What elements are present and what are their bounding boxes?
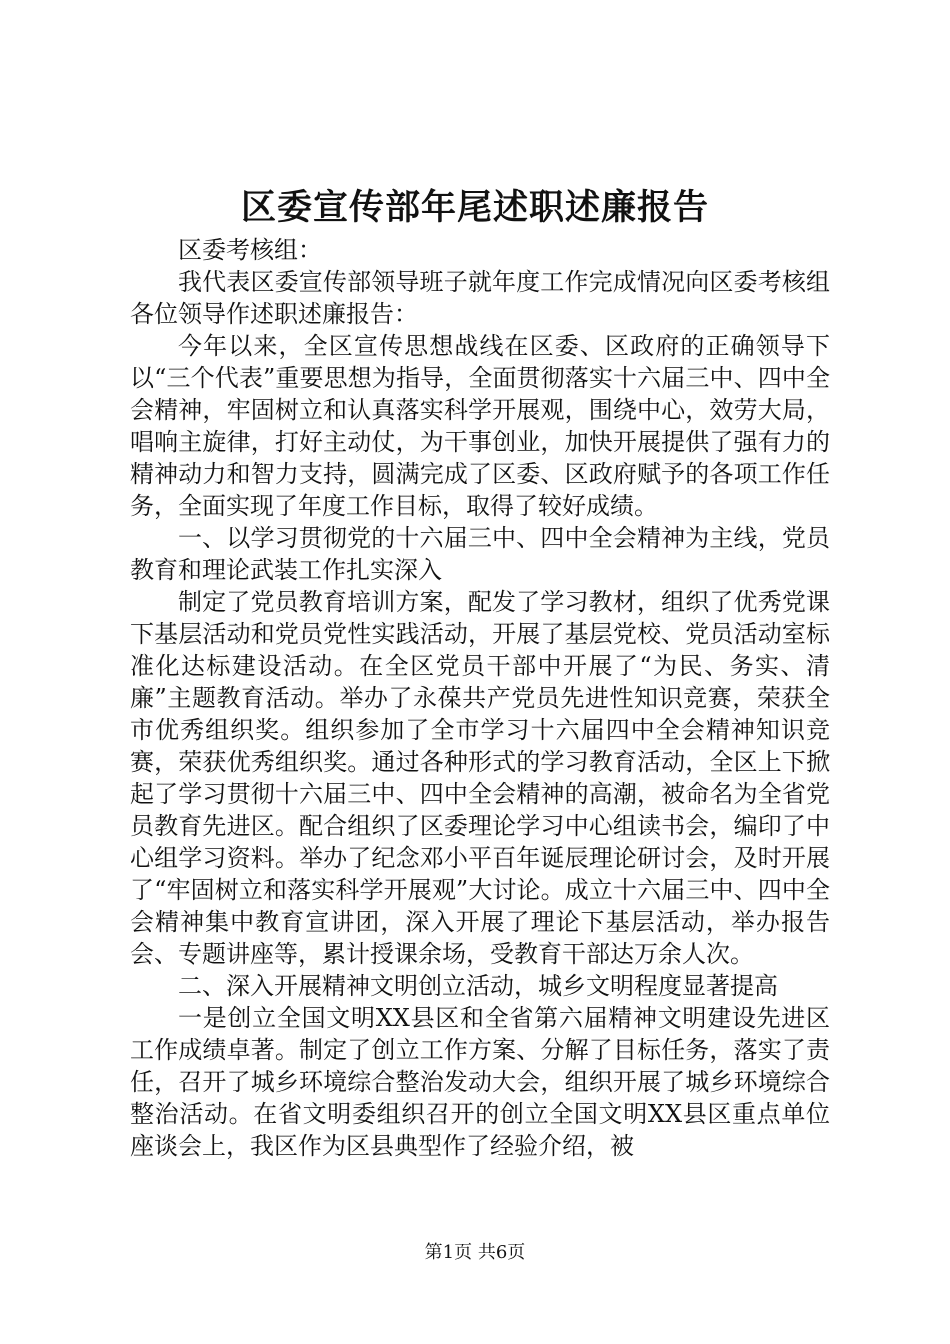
paragraph-overview: 今年以来，全区宣传思想战线在区委、区政府的正确领导下以“三个代表”重要思想为指导，全面贯彻落实十六届三中、四中全会精神，牢固树立和认真落实科学开展观，围绕中心，效劳大局，唱响主旋律，打好主动仗，为干事创业，加快开展提供了强有力的精神动力和智力支持，圆满完成了区委、区政府赋予的各项工作任务，全面实现了年度工作目标，取得了较好成绩。 xyxy=(130,332,830,520)
paragraph-section-2: 一是创立全国文明XX县区和全省第六届精神文明建设先进区工作成绩卓著。制定了创立工作方案、分解了目标任务，落实了责任，召开了城乡环境综合整治发动大会，组织开展了城乡环境综合整治活动。在省文明委组织召开的创立全国文明XX县区重点单位座谈会上，我区作为区县典型作了经验介绍，被 xyxy=(130,1004,830,1160)
paragraph-section-1: 制定了党员教育培训方案，配发了学习教材，组织了优秀党课下基层活动和党员党性实践活动，开展了基层党校、党员活动室标准化达标建设活动。在全区党员干部中开展了“为民、务实、清廉”主题教育活动。举办了永葆共产党员先进性知识竞赛，荣获全市优秀组织奖。组织参加了全市学习十六届四中全会精神知识竞赛，荣获优秀组织奖。通过各种形式的学习教育活动，全区上下掀起了学习贯彻十六届三中、四中全会精神的高潮，被命名为全省党员教育先进区。配合组织了区委理论学习中心组读书会，编印了中心组学习资料。举办了纪念邓小平百年诞辰理论研讨会，及时开展了“牢固树立和落实科学开展观”大讨论。成立十六届三中、四中全会精神集中教育宣讲团，深入开展了理论下基层活动，举办报告会、专题讲座等，累计授课余场，受教育干部达万余人次。 xyxy=(130,588,830,968)
paragraph-intro: 我代表区委宣传部领导班子就年度工作完成情况向区委考核组各位领导作述职述廉报告： xyxy=(130,268,830,328)
section-heading-1: 一、以学习贯彻党的十六届三中、四中全会精神为主线，党员教育和理论武装工作扎实深入 xyxy=(130,524,830,584)
document-body xyxy=(130,234,830,1162)
paragraph-salutation: 区委考核组： xyxy=(178,236,322,264)
document-title: 区委宣传部年尾述职述廉报告 xyxy=(240,187,709,228)
section-heading-2: 二、深入开展精神文明创立活动，城乡文明程度显著提高 xyxy=(178,972,778,1000)
page-footer: 第1页 共6页 xyxy=(424,1242,526,1263)
